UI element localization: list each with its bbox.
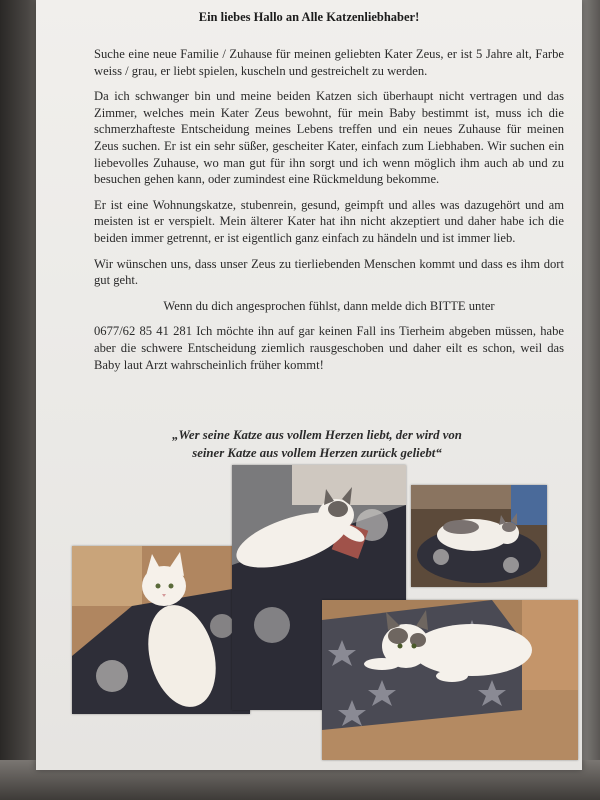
paragraph-reason: Da ich schwanger bin und meine beiden Katzen sich überhaupt nicht vertragen und das Zimmer, welches mein Kater Zeus bewohnt, für mein Baby bestimmt ist, muss ich die schmerzhafteste Entscheidung meines Lebens treffen und ein neues Zuhause für meinen Zeus suchen. Er ist ein sehr süßer, gescheiter Kater, einfach zum Liebhaben. Wir suchen ein liebevolles Zuhause, wo man gut für ihn sorgt und ich wenn möglich ihm auch ab und zu besuchen gehen kann, oder zumindest eine Rückmeldung bekomme. (94, 89, 564, 187)
flyer-body (94, 46, 564, 382)
cat-quote (82, 426, 552, 462)
quote-line-1: „Wer seine Katze aus vollem Herzen liebt, der wird von (172, 428, 462, 442)
flyer-paper (36, 0, 582, 770)
cat-photo-left (72, 546, 250, 714)
flyer-title: Ein liebes Hallo an Alle Katzenliebhaber! (198, 10, 420, 24)
paragraph-wish: Wir wünschen uns, dass unser Zeus zu tierliebenden Menschen kommt und dass es ihm dort gut geht. (94, 256, 564, 288)
paragraph-details: Er ist eine Wohnungskatze, stubenrein, gesund, geimpft und alles was dazugehört und am meisten ist er verspielt. Mein älterer Kater hat ihn nicht akzeptiert und daher habe ich die beiden immer getrennt, er ist eigentlich ganz einfach zu händeln und ist immer lieb. (94, 197, 564, 245)
cat-photo-top-right (411, 485, 547, 587)
paragraph-intro: Suche eine neue Familie / Zuhause für meinen geliebten Kater Zeus, er ist 5 Jahre alt, Farbe weiss / grau, er liebt spielen, kuscheln und gestreichelt zu werden. (94, 47, 564, 78)
quote-line-2: seiner Katze aus vollem Herzen zurück geliebt“ (192, 446, 442, 460)
paragraph-contact-intro: Wenn du dich angesprochen fühlst, dann melde dich BITTE unter (163, 298, 495, 313)
paragraph-phone: 0677/62 85 41 281 Ich möchte ihn auf gar keinen Fall ins Tierheim abgeben müssen, habe aber die schwere Entscheidung ziemlich rausgeschoben und daher eilt es schon, weil das Baby laut Arzt wahrscheinlich früher kommt! (94, 324, 564, 372)
table-background-left (0, 0, 40, 800)
cat-photo-bottom-right (322, 600, 578, 760)
